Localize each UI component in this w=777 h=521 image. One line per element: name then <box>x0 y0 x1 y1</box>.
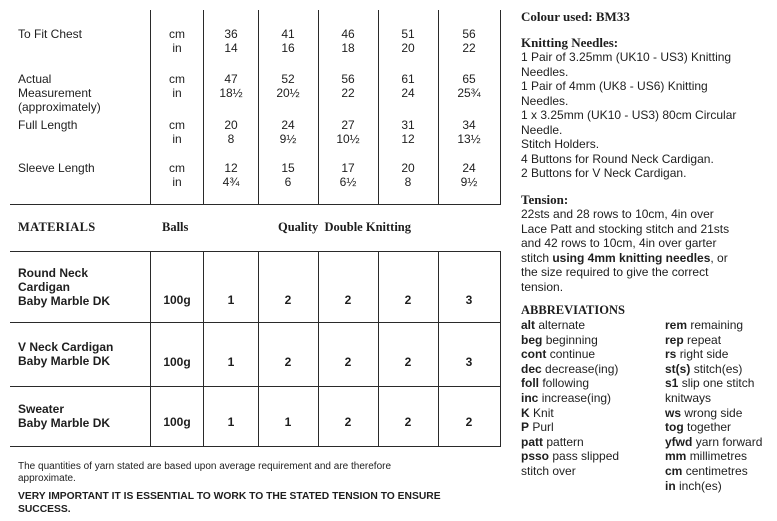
grid-vline <box>258 10 259 204</box>
abbreviation-definition: decrease(ing) <box>545 361 619 376</box>
abbreviation-item <box>665 406 742 421</box>
needles-line: 4 Buttons for Round Neck Cardigan. <box>521 151 714 166</box>
abbreviation-term: rep <box>665 332 684 347</box>
unit-label: cm <box>169 27 185 41</box>
abbreviation-item <box>521 362 618 377</box>
table-cell: 6 <box>284 175 292 189</box>
table-cell: 2 <box>284 355 292 369</box>
pattern-info <box>521 10 777 294</box>
abbreviation-term: K <box>521 405 530 420</box>
table-cell: 47 <box>224 72 238 86</box>
table-cell: 52 <box>281 72 295 86</box>
table-cell: 2 <box>404 355 412 369</box>
abbreviation-definition: Purl <box>532 420 554 435</box>
table-cell: 36 <box>224 27 238 41</box>
table-cell: 15 <box>281 161 295 175</box>
abbreviation-item <box>665 464 748 479</box>
table-cell: 31 <box>401 118 415 132</box>
table-cell: 2 <box>404 293 412 307</box>
abbreviation-term: P <box>521 420 530 435</box>
abbreviation-definition: wrong side <box>684 405 743 420</box>
abbreviation-term: dec <box>521 361 542 376</box>
table-cell: 41 <box>281 27 295 41</box>
quality-heading: Quality Double Knitting <box>278 220 412 234</box>
table-cell: 6½ <box>339 175 357 189</box>
table-cell: 46 <box>341 27 355 41</box>
ball-weight: 100g <box>163 415 191 429</box>
grid-vline <box>378 251 379 446</box>
table-cell: 13½ <box>457 132 481 146</box>
grid-vline <box>318 251 319 446</box>
needle-size-emphasis: using 4mm knitting needles <box>552 250 711 265</box>
abbreviation-item <box>521 391 611 406</box>
grid-vline <box>258 251 259 446</box>
table-cell: 2 <box>404 415 412 429</box>
needles-heading: Knitting Needles: <box>521 34 619 50</box>
abbreviation-definition: increase(ing) <box>541 391 612 405</box>
abbreviation-definition: pass slipped <box>552 449 620 464</box>
grid-vline <box>500 251 501 446</box>
abbreviation-definition: together <box>687 420 732 435</box>
needles-line: 1 Pair of 3.25mm (UK10 - US3) Knitting <box>521 50 732 64</box>
grid-hline <box>10 204 501 205</box>
grid-vline <box>500 10 501 204</box>
abbreviation-definition: centimetres <box>685 464 748 478</box>
balls-heading: Balls <box>162 220 189 234</box>
abbreviation-definition: millimetres <box>689 449 748 464</box>
table-cell: 22 <box>462 41 476 55</box>
abbreviation-term: alt <box>521 318 536 332</box>
abbreviation-term: cm <box>665 464 683 478</box>
abbreviation-item <box>665 318 743 333</box>
abbreviation-item <box>665 449 747 464</box>
warning-line: VERY IMPORTANT IT IS ESSENTIAL TO WORK TO THE STATED TENSION TO ENSURE <box>18 491 441 502</box>
abbreviation-definition: stitch over <box>521 464 576 478</box>
abbreviation-item <box>521 464 576 479</box>
warning-line: SUCCESS. <box>18 504 71 515</box>
table-cell: 56 <box>341 72 355 86</box>
grid-vline <box>438 251 439 446</box>
grid-vline <box>378 10 379 204</box>
abbreviation-item <box>665 333 721 348</box>
table-cell: 24 <box>462 161 476 175</box>
tension-line: the size required to give the correct <box>521 265 709 279</box>
abbreviation-definition: right side <box>679 347 729 362</box>
table-cell: 17 <box>341 161 355 175</box>
table-cell: 8 <box>404 175 412 189</box>
material-name: Cardigan <box>18 280 71 294</box>
material-name: Baby Marble DK <box>18 416 111 430</box>
table-cell: 56 <box>462 27 476 41</box>
table-cell: 51 <box>401 27 415 41</box>
grid-vline <box>318 10 319 204</box>
abbreviation-item <box>665 376 754 391</box>
table-cell: 65 <box>462 72 476 86</box>
table-cell: 16 <box>281 41 295 55</box>
table-cell: 2 <box>344 355 352 369</box>
tension-line <box>521 251 777 266</box>
abbreviation-term: beg <box>521 332 543 347</box>
table-cell: 61 <box>401 72 415 86</box>
unit-label: in <box>172 41 182 55</box>
abbreviation-definition: remaining <box>690 318 744 332</box>
abbreviation-definition: slip one stitch <box>681 376 755 391</box>
needles-line: 1 Pair of 4mm (UK8 - US6) Knitting <box>521 79 708 93</box>
table-cell: 1 <box>284 415 292 429</box>
abbreviation-definition: beginning <box>545 332 598 347</box>
needles-line: 2 Buttons for V Neck Cardigan. <box>521 166 687 180</box>
grid-hline <box>10 322 501 323</box>
abbreviation-item <box>665 362 742 377</box>
table-cell: 20½ <box>276 86 300 100</box>
tension-line: Lace Patt and stocking stitch and 21sts <box>521 221 730 236</box>
table-cell: 1 <box>227 293 235 307</box>
abbreviation-term: cont <box>521 347 547 362</box>
abbreviation-term: psso <box>521 449 550 464</box>
grid-hline <box>10 446 501 447</box>
table-cell: 10½ <box>336 132 360 146</box>
abbreviation-item <box>521 420 554 435</box>
table-cell: 12 <box>401 132 415 146</box>
needles-line: 1 x 3.25mm (UK10 - US3) 80cm Circular <box>521 108 737 122</box>
grid-vline <box>203 10 204 204</box>
row-label: Measurement <box>18 86 92 100</box>
unit-label: in <box>172 175 182 189</box>
grid-hline <box>10 386 501 387</box>
grid-vline <box>438 10 439 204</box>
abbreviation-term: ws <box>665 405 682 420</box>
unit-label: in <box>172 132 182 146</box>
abbreviation-term: yfwd <box>665 434 693 449</box>
row-label: Actual <box>18 72 52 86</box>
table-cell: 3 <box>465 355 473 369</box>
abbreviation-definition: pattern <box>546 434 584 449</box>
abbreviation-item <box>521 347 595 362</box>
abbreviation-item <box>665 435 762 450</box>
tension-text: , or <box>710 250 728 265</box>
table-cell: 24 <box>401 86 415 100</box>
abbreviation-item <box>665 347 728 362</box>
abbreviation-definition: yarn forward <box>695 434 763 449</box>
tension-line: 22sts and 28 rows to 10cm, 4in over <box>521 207 714 221</box>
table-cell: 18 <box>341 41 355 55</box>
table-cell: 12 <box>224 161 238 175</box>
ball-weight: 100g <box>163 355 191 369</box>
abbreviation-item <box>521 318 585 333</box>
table-cell: 9½ <box>460 175 478 189</box>
abbreviation-definition: inch(es) <box>679 478 722 493</box>
grid-vline <box>203 251 204 446</box>
table-cell: 4¾ <box>222 175 240 189</box>
abbreviation-term: foll <box>521 376 539 391</box>
grid-vline <box>150 251 151 446</box>
abbreviations-heading: ABBREVIATIONS <box>521 303 625 317</box>
ball-weight: 100g <box>163 293 191 307</box>
table-cell: 20 <box>224 118 238 132</box>
row-label: To Fit Chest <box>18 27 83 41</box>
table-cell: 1 <box>227 415 235 429</box>
row-label: (approximately) <box>18 100 101 114</box>
needles-line: Stitch Holders. <box>521 137 600 151</box>
abbreviation-term: s1 <box>665 376 679 391</box>
needles-line: Needles. <box>521 93 569 108</box>
tension-text: stitch <box>521 250 553 265</box>
footnote-line: approximate. <box>18 473 76 484</box>
abbreviation-item <box>521 435 584 450</box>
grid-vline <box>150 10 151 204</box>
table-cell: 22 <box>341 86 355 100</box>
abbreviation-term: rem <box>665 318 688 332</box>
tension-heading: Tension: <box>521 191 569 207</box>
material-name: Sweater <box>18 402 65 416</box>
grid-hline <box>10 251 501 252</box>
table-cell: 8 <box>227 132 235 146</box>
abbreviation-term: patt <box>521 434 543 449</box>
unit-label: cm <box>169 118 185 132</box>
table-cell: 14 <box>224 41 238 55</box>
abbreviation-term: mm <box>665 449 687 464</box>
table-cell: 25¾ <box>457 86 481 100</box>
abbreviation-definition: continue <box>549 347 596 362</box>
abbreviation-term: tog <box>665 420 684 435</box>
abbreviation-definition: Knit <box>533 405 554 420</box>
abbreviation-item <box>665 391 711 406</box>
abbreviation-definition: alternate <box>538 318 586 332</box>
table-cell: 9½ <box>279 132 297 146</box>
table-cell: 1 <box>227 355 235 369</box>
unit-label: cm <box>169 72 185 86</box>
abbreviation-term: inc <box>521 391 539 405</box>
table-cell: 27 <box>341 118 355 132</box>
table-cell: 2 <box>344 293 352 307</box>
abbreviation-definition: stitch(es) <box>693 361 743 376</box>
abbreviation-definition: following <box>542 376 590 391</box>
abbreviation-item <box>521 333 598 348</box>
needles-line: Needles. <box>521 64 569 79</box>
row-label: Full Length <box>18 118 78 132</box>
table-cell: 34 <box>462 118 476 132</box>
abbreviation-term: st(s) <box>665 361 691 376</box>
unit-label: cm <box>169 161 185 175</box>
abbreviation-item <box>521 406 554 421</box>
abbreviation-item <box>665 420 731 435</box>
table-cell: 2 <box>465 415 473 429</box>
needles-line: Needle. <box>521 122 563 137</box>
tension-line: tension. <box>521 279 564 294</box>
material-name: V Neck Cardigan <box>18 340 114 354</box>
abbreviation-item <box>665 479 722 494</box>
abbreviation-definition: repeat <box>687 332 722 347</box>
table-cell: 3 <box>465 293 473 307</box>
footnote-line: The quantities of yarn stated are based upon average requirement and are therefore <box>18 461 392 472</box>
abbreviation-item <box>521 376 589 391</box>
abbreviation-item <box>521 449 619 464</box>
row-label: Sleeve Length <box>18 161 95 175</box>
abbreviation-term: in <box>665 478 676 493</box>
table-cell: 2 <box>284 293 292 307</box>
material-name: Baby Marble DK <box>18 294 111 308</box>
abbreviation-term: rs <box>665 347 677 362</box>
table-cell: 20 <box>401 161 415 175</box>
table-cell: 18½ <box>219 86 243 100</box>
table-cell: 2 <box>344 415 352 429</box>
materials-heading: MATERIALS <box>18 220 96 234</box>
colour-used: Colour used: BM33 <box>521 9 630 24</box>
tension-line: and 42 rows to 10cm, 4in over garter <box>521 236 717 250</box>
table-cell: 20 <box>401 41 415 55</box>
abbreviation-definition: knitways <box>665 391 712 405</box>
material-name: Baby Marble DK <box>18 354 111 368</box>
unit-label: in <box>172 86 182 100</box>
material-name: Round Neck <box>18 266 89 280</box>
table-cell: 24 <box>281 118 295 132</box>
